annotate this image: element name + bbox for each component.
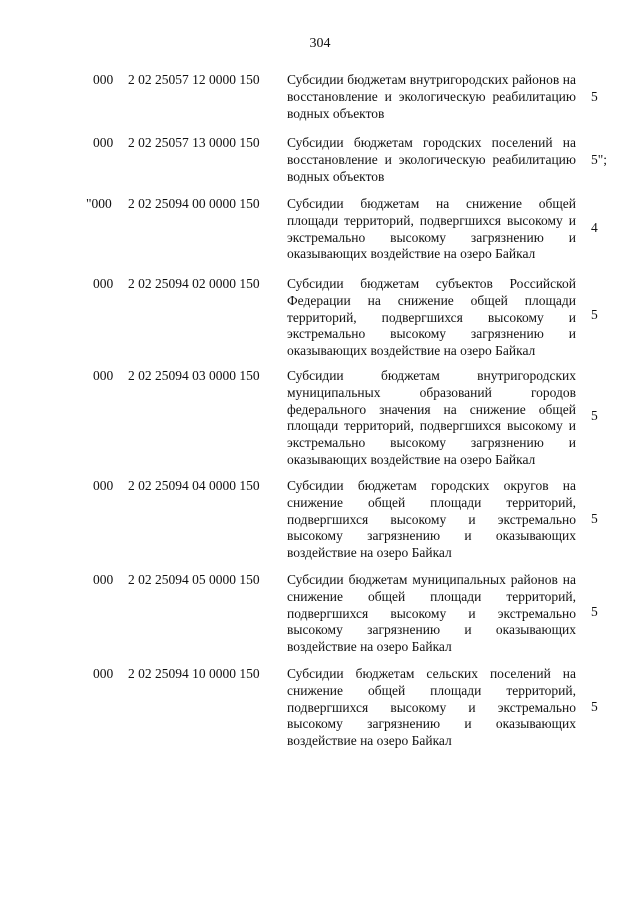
revenue-description: Субсидии бюджетам внутригородских муниципальных образований городов федерального значения на снижение общей площади территорий, подвергшихся высокому и экстремально высокому загрязнению и оказывающих воздействие на озеро Байкал: [287, 368, 576, 467]
revenue-description: Субсидии бюджетам муниципальных районов на снижение общей площади территорий, подвергшихся высокому и экстремально высокому загрязнению и оказывающих воздействие на озеро Байкал: [287, 572, 576, 655]
admin-code: 000: [93, 135, 114, 150]
admin-code: "000: [86, 196, 112, 211]
revenue-description: Субсидии бюджетам субъектов Российской Федерации на снижение общей площади территорий, подвергшихся высокому и экстремально высокому загрязнению и оказывающих воздействие на озеро Байкал: [287, 276, 576, 359]
budget-classification-code: 2 02 25094 04 0000 150: [128, 478, 260, 493]
admin-code: 000: [93, 368, 114, 383]
amount-value: 4: [591, 220, 598, 235]
revenue-description: Субсидии бюджетам внутригородских районов на восстановление и экологическую реабилитацию водных объектов: [287, 72, 576, 121]
amount-value: 5: [591, 307, 598, 322]
budget-classification-code: 2 02 25094 05 0000 150: [128, 572, 260, 587]
admin-code: 000: [93, 72, 114, 87]
admin-code: 000: [93, 666, 114, 681]
page-number: 304: [309, 36, 331, 51]
amount-value: 5: [591, 699, 598, 714]
budget-classification-code: 2 02 25094 10 0000 150: [128, 666, 260, 681]
budget-classification-code: 2 02 25094 00 0000 150: [128, 196, 260, 211]
revenue-description: Субсидии бюджетам городских поселений на восстановление и экологическую реабилитацию водных объектов: [287, 135, 576, 184]
amount-value: 5: [591, 89, 598, 104]
amount-value: 5";: [591, 152, 608, 167]
budget-classification-code: 2 02 25094 03 0000 150: [128, 368, 260, 383]
revenue-description: Субсидии бюджетам сельских поселений на снижение общей площади территорий, подвергшихся высокому и экстремально высокому загрязнению и оказывающих воздействие на озеро Байкал: [287, 666, 576, 749]
budget-classification-code: 2 02 25057 13 0000 150: [128, 135, 260, 150]
admin-code: 000: [93, 572, 114, 587]
amount-value: 5: [591, 408, 598, 423]
revenue-description: Субсидии бюджетам городских округов на снижение общей площади территорий, подвергшихся высокому и экстремально высокому загрязнению и оказывающих воздействие на озеро Байкал: [287, 478, 576, 561]
revenue-description: Субсидии бюджетам на снижение общей площади территорий, подвергшихся высокому и экстремально высокому загрязнению и оказывающих воздействие на озеро Байкал: [287, 196, 576, 262]
amount-value: 5: [591, 604, 598, 619]
admin-code: 000: [93, 478, 114, 493]
budget-classification-code: 2 02 25094 02 0000 150: [128, 276, 260, 291]
budget-classification-code: 2 02 25057 12 0000 150: [128, 72, 260, 87]
admin-code: 000: [93, 276, 114, 291]
amount-value: 5: [591, 511, 598, 526]
